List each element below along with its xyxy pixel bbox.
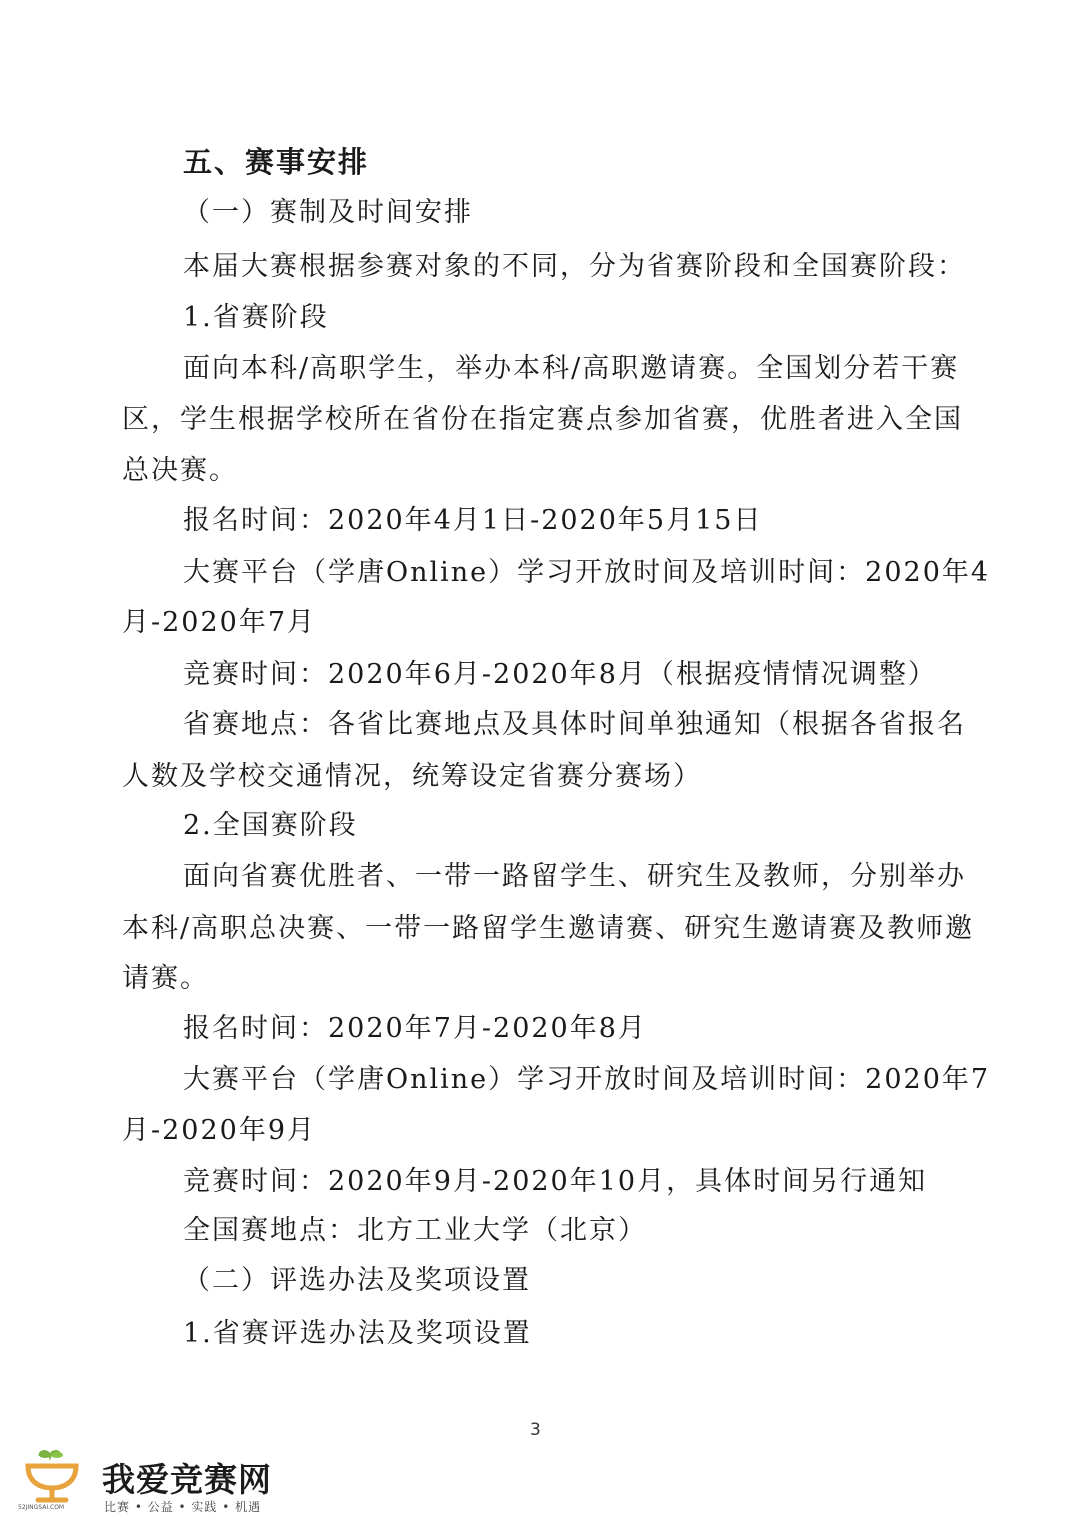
site-domain: 52JINGSAI.COM	[18, 1504, 65, 1511]
paragraph-line: 人数及学校交通情况，统筹设定省赛分赛场）	[122, 761, 702, 792]
paragraph-line: 面向本科/高职学生，举办本科/高职邀请赛。全国划分若干赛	[183, 353, 960, 384]
paragraph-line: 请赛。	[122, 963, 209, 994]
paragraph-line: 全国赛地点：北方工业大学（北京）	[183, 1215, 647, 1246]
paragraph-line: 报名时间：2020年7月-2020年8月	[183, 1013, 647, 1044]
trophy-icon	[20, 1448, 90, 1508]
item-heading: 1.省赛阶段	[183, 302, 329, 333]
site-name: 我爱竞赛网	[102, 1460, 272, 1499]
section-heading: 五、赛事安排	[183, 145, 370, 179]
paragraph-line: 面向省赛优胜者、一带一路留学生、研究生及教师，分别举办	[183, 861, 966, 892]
paragraph-line: 大赛平台（学唐Online）学习开放时间及培训时间：2020年4	[183, 557, 991, 588]
paragraph-line: 本届大赛根据参赛对象的不同，分为省赛阶段和全国赛阶段：	[183, 251, 966, 282]
paragraph-line: 区，学生根据学校所在省份在指定赛点参加省赛，优胜者进入全国	[122, 404, 963, 435]
site-watermark-logo	[18, 1448, 278, 1518]
item-heading: 2.全国赛阶段	[183, 810, 358, 841]
paragraph-line: 月-2020年7月	[122, 607, 317, 638]
paragraph-line: 总决赛。	[122, 455, 238, 486]
paragraph-line: 竞赛时间：2020年6月-2020年8月（根据疫情情况调整）	[183, 659, 937, 690]
subsection-heading: （二）评选办法及奖项设置	[183, 1265, 531, 1296]
paragraph-line: 竞赛时间：2020年9月-2020年10月，具体时间另行通知	[183, 1166, 928, 1197]
subsection-heading: （一）赛制及时间安排	[183, 197, 473, 228]
site-tagline: 比赛 • 公益 • 实践 • 机遇	[104, 1500, 262, 1514]
paragraph-line: 省赛地点：各省比赛地点及具体时间单独通知（根据各省报名	[183, 709, 966, 740]
paragraph-line: 报名时间：2020年4月1日-2020年5月15日	[183, 505, 763, 536]
paragraph-line: 本科/高职总决赛、一带一路留学生邀请赛、研究生邀请赛及教师邀	[122, 913, 975, 944]
paragraph-line: 大赛平台（学唐Online）学习开放时间及培训时间：2020年7	[183, 1064, 991, 1095]
paragraph-line: 月-2020年9月	[122, 1115, 317, 1146]
page-number: 3	[530, 1420, 541, 1440]
item-heading: 1.省赛评选办法及奖项设置	[183, 1318, 532, 1349]
